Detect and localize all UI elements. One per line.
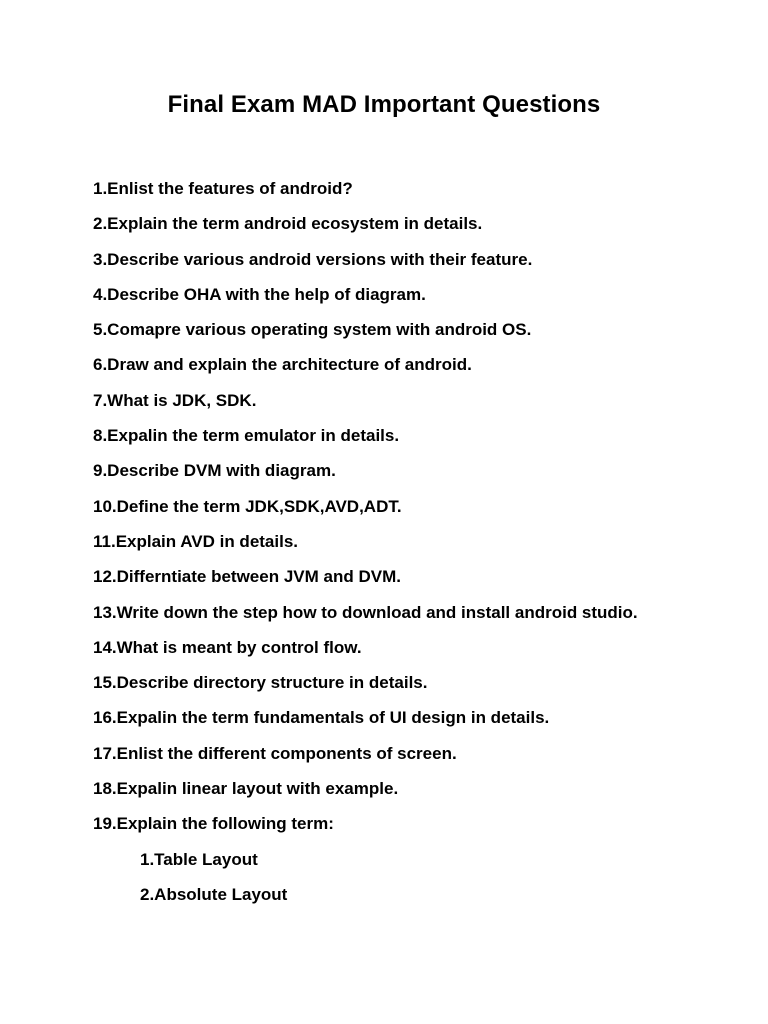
question-item: 16.Expalin the term fundamentals of UI design in details.: [93, 708, 550, 728]
question-item: 15.Describe directory structure in details.: [93, 673, 428, 693]
question-item: 1.Enlist the features of android?: [93, 179, 353, 198]
question-item: 19.Explain the following term:: [93, 814, 334, 834]
question-item: 7.What is JDK, SDK.: [93, 390, 257, 410]
question-item: 5.Comapre various operating system with android OS.: [93, 320, 532, 340]
question-item: 8.Expalin the term emulator in details.: [93, 426, 400, 446]
question-list: [93, 176, 653, 917]
question-item: 18.Expalin linear layout with example.: [93, 779, 399, 799]
question-item: 17.Enlist the different components of screen.: [93, 743, 457, 763]
question-item: 9.Describe DVM with diagram.: [93, 461, 336, 481]
question-item: 2.Explain the term android ecosystem in details.: [93, 214, 483, 234]
question-item: 11.Explain AVD in details.: [93, 531, 299, 551]
question-item: 13.Write down the step how to download and install android studio.: [93, 602, 638, 622]
sub-item: 1.Table Layout: [140, 849, 258, 869]
question-item: 6.Draw and explain the architecture of android.: [93, 355, 472, 375]
question-item: 4.Describe OHA with the help of diagram.: [93, 284, 426, 304]
question-item: 3.Describe various android versions with their feature.: [93, 249, 533, 269]
sub-item: 2.Absolute Layout: [140, 884, 288, 904]
question-item: 12.Differntiate between JVM and DVM.: [93, 567, 401, 587]
question-item: 10.Define the term JDK,SDK,AVD,ADT.: [93, 496, 402, 516]
page-title: Final Exam MAD Important Questions: [167, 91, 601, 118]
question-item: 14.What is meant by control flow.: [93, 637, 362, 657]
